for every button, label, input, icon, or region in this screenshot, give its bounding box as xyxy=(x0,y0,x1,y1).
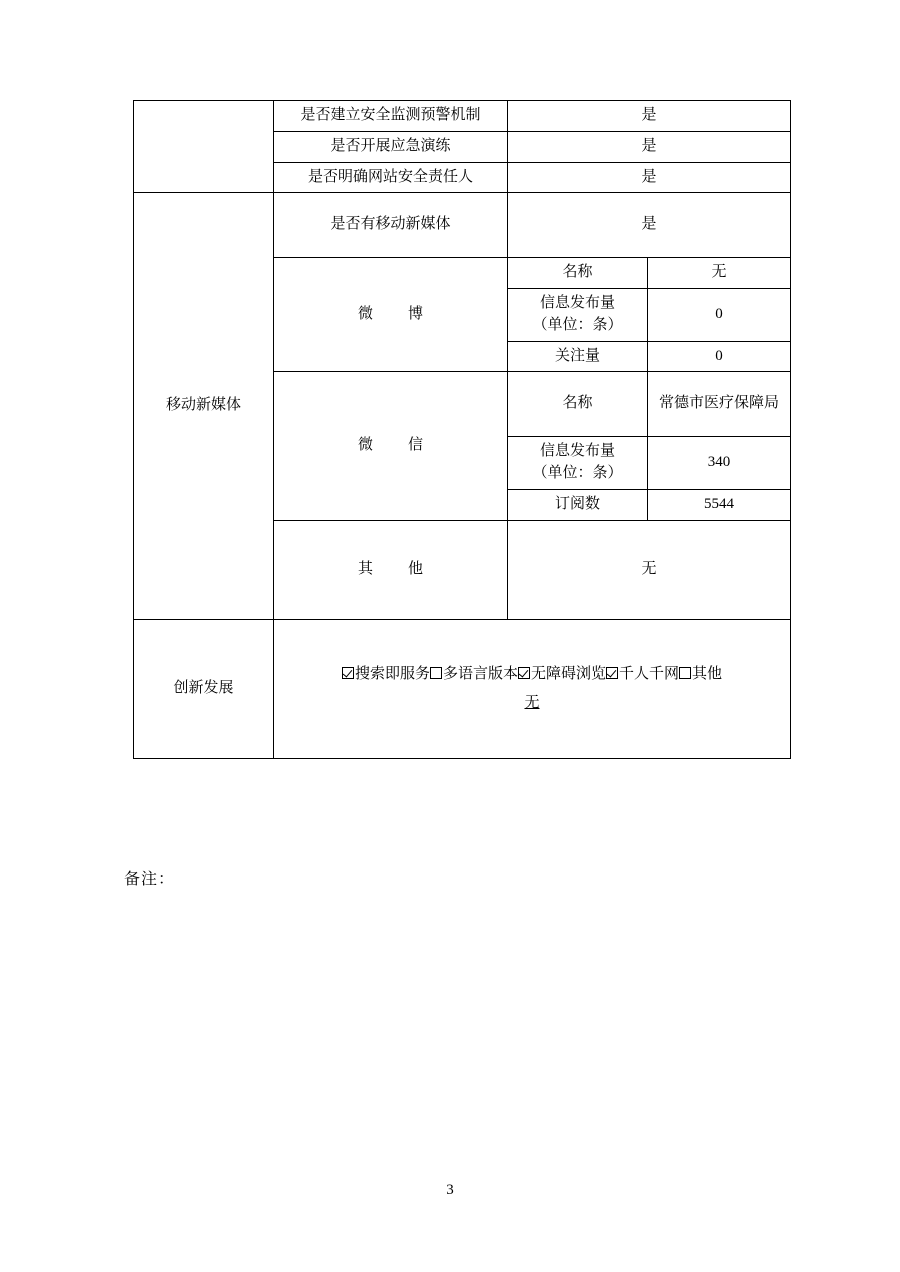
weixin-subscribers-label: 订阅数 xyxy=(508,489,648,520)
weibo-label: 微 博 xyxy=(274,258,508,372)
option-accessibility[interactable] xyxy=(518,666,606,682)
weixin-publish-count-label-line2: （单位：条） xyxy=(532,465,623,481)
security-label-2: 是否明确网站安全责任人 xyxy=(274,162,508,193)
security-section-label xyxy=(134,101,274,193)
option-multilingual[interactable] xyxy=(430,666,518,682)
option-search-as-service[interactable] xyxy=(342,666,430,682)
weibo-publish-count-label xyxy=(508,289,648,342)
weibo-name-value: 无 xyxy=(648,258,791,289)
weibo-publish-count-label-line1: 信息发布量 xyxy=(539,295,615,311)
weixin-publish-count-value: 340 xyxy=(648,437,791,490)
option-personalized[interactable] xyxy=(606,666,679,682)
security-value-1: 是 xyxy=(508,131,791,162)
checkbox-checked-icon[interactable] xyxy=(342,667,354,679)
security-value-2: 是 xyxy=(508,162,791,193)
option-label: 搜索即服务 xyxy=(354,666,430,682)
has-mobile-media-label: 是否有移动新媒体 xyxy=(274,193,508,258)
innovation-label: 创新发展 xyxy=(134,619,274,758)
option-label: 千人千网 xyxy=(619,666,680,682)
weibo-name-label: 名称 xyxy=(508,258,648,289)
innovation-options-cell xyxy=(274,619,791,758)
weixin-publish-count-label xyxy=(508,437,648,490)
weixin-name-value: 常德市医疗保障局 xyxy=(648,372,791,437)
innovation-options xyxy=(280,660,784,689)
innovation-other-value-line xyxy=(280,689,784,718)
table-row xyxy=(134,101,791,132)
weibo-followers-label: 关注量 xyxy=(508,341,648,372)
option-label: 多语言版本 xyxy=(442,666,518,682)
security-value-0: 是 xyxy=(508,101,791,132)
table-row xyxy=(134,193,791,258)
other-media-label: 其 他 xyxy=(274,520,508,619)
security-label-0: 是否建立安全监测预警机制 xyxy=(274,101,508,132)
security-label-1: 是否开展应急演练 xyxy=(274,131,508,162)
option-label: 其他 xyxy=(692,666,723,682)
checkbox-icon[interactable] xyxy=(430,667,442,679)
option-label: 无障碍浏览 xyxy=(531,666,607,682)
page-number: 3 xyxy=(446,1182,454,1198)
website-report-table xyxy=(133,100,791,759)
weibo-followers-value: 0 xyxy=(648,341,791,372)
table-row xyxy=(134,619,791,758)
weixin-publish-count-label-line1: 信息发布量 xyxy=(539,443,615,460)
weixin-label: 微 信 xyxy=(274,372,508,520)
mobile-media-section-label: 移动新媒体 xyxy=(134,193,274,619)
weibo-publish-count-value: 0 xyxy=(648,289,791,342)
checkbox-checked-icon[interactable] xyxy=(518,667,530,679)
remark-label: 备注： xyxy=(124,871,176,888)
checkbox-checked-icon[interactable] xyxy=(606,667,618,679)
weibo-publish-count-label-line2: （单位：条） xyxy=(532,316,623,333)
weixin-name-label: 名称 xyxy=(508,372,648,437)
checkbox-icon[interactable] xyxy=(679,667,691,679)
option-other[interactable] xyxy=(679,666,722,682)
other-media-value: 无 xyxy=(508,520,791,619)
has-mobile-media-value: 是 xyxy=(508,193,791,258)
weixin-subscribers-value: 5544 xyxy=(648,489,791,520)
innovation-other-value: 无 xyxy=(524,694,540,711)
